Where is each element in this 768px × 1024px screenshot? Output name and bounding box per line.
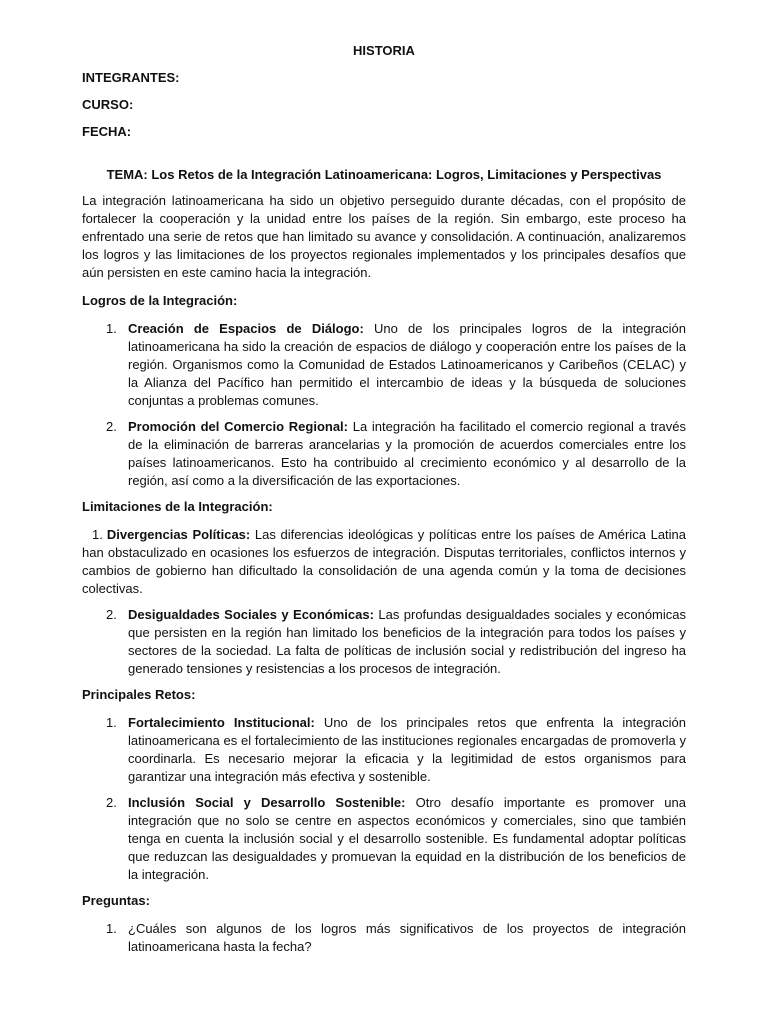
list-item: [82, 418, 686, 490]
item-title: Desigualdades Sociales y Económicas:: [128, 607, 374, 622]
item-number: 2.: [106, 607, 117, 622]
document-title: HISTORIA: [353, 43, 415, 58]
item-title: Fortalecimiento Institucional:: [128, 715, 315, 730]
list-item: [82, 714, 686, 786]
item-title: Divergencias Políticas:: [106, 527, 251, 542]
curso-label: CURSO:: [82, 97, 134, 112]
list-item: [82, 606, 686, 678]
preguntas-heading: Preguntas:: [82, 893, 150, 908]
item-number: 1.: [106, 715, 117, 730]
tema-heading: TEMA: Los Retos de la Integración Latinoamericana: Logros, Limitaciones y Perspectivas: [106, 167, 662, 182]
item-text: Las profundas desigualdades sociales y económicas que persisten en la región han limitado los beneficios de la integración para todos los países y sectores de la sociedad. La falta de políticas de inclusión social y redistribución del ingreso ha generado tensiones y resistencias a los procesos de integración.: [128, 607, 686, 676]
list-item: [82, 320, 686, 410]
item-title: Creación de Espacios de Diálogo:: [128, 321, 364, 336]
item-number: 2.: [106, 795, 117, 810]
item-text: Uno de los principales retos que enfrenta la integración latinoamericana es el fortalecimiento de las instituciones regionales encargadas de promoverla y coordinarla. Es necesario mejorar la eficacia y la legitimidad de estos organismos para garantizar una integración más efectiva y sostenible.: [128, 715, 686, 784]
integrantes-label: INTEGRANTES:: [82, 70, 180, 85]
fecha-label: FECHA:: [82, 124, 132, 139]
item-title: Promoción del Comercio Regional:: [128, 419, 349, 434]
item-number: 1.: [106, 921, 117, 936]
limitaciones-heading: Limitaciones de la Integración:: [82, 499, 273, 514]
intro-paragraph: La integración latinoamericana ha sido un objetivo perseguido durante décadas, con el propósito de fortalecer la cooperación y la unidad entre los países de la región. Sin embargo, este proceso ha enfrentado una serie de retos que han limitado su avance y consolidación. A continuación, analizaremos los logros y las limitaciones de los proyectos regionales implementados y los principales desafíos que aún persisten en este camino hacia la integración.: [82, 193, 686, 280]
item-number: 1.: [106, 321, 117, 336]
list-item: [82, 794, 686, 884]
logros-heading: Logros de la Integración:: [82, 293, 238, 308]
item-title: Inclusión Social y Desarrollo Sostenible:: [128, 795, 406, 810]
item-text: La integración ha facilitado el comercio regional a través de la eliminación de barreras arancelarias y la promoción de acuerdos comerciales entre los países latinoamericanos. Esto ha contribuido al crecimiento económico y al desarrollo de la región, así como a la diversificación de las exportaciones.: [128, 419, 687, 488]
item-text: Otro desafío importante es promover una integración que no solo se centre en aspectos económicos y comerciales, sino que también tenga en cuenta la inclusión social y el desarrollo sostenible. Es fundamental adoptar políticas que reduzcan las desigualdades y promuevan la equidad en la distribución de los beneficios de la integración.: [128, 795, 686, 882]
retos-heading: Principales Retos:: [82, 687, 196, 702]
item-text: Las diferencias ideológicas y políticas entre los países de América Latina han obstaculizado en ocasiones los esfuerzos de integración. Disputas territoriales, conflictos internos y cambios de gobierno han dificultado la consolidación de una agenda común y la toma de decisiones colectivas.: [82, 527, 687, 596]
spacer: [82, 150, 686, 166]
list-item: [82, 526, 686, 598]
item-text: Uno de los principales logros de la integración latinoamericana ha sido la creación de espacios de diálogo y cooperación entre los países de la región. Organismos como la Comunidad de Estados Latinoamericanos y Caribeños (CELAC) y la Alianza del Pacífico han permitido el intercambio de ideas y la búsqueda de soluciones conjuntas a problemas comunes.: [128, 321, 687, 408]
item-text: ¿Cuáles son algunos de los logros más significativos de los proyectos de integración latinoamericana hasta la fecha?: [128, 921, 686, 954]
item-number: 2.: [106, 419, 117, 434]
item-number: 1.: [92, 527, 103, 542]
list-item: [82, 920, 686, 956]
